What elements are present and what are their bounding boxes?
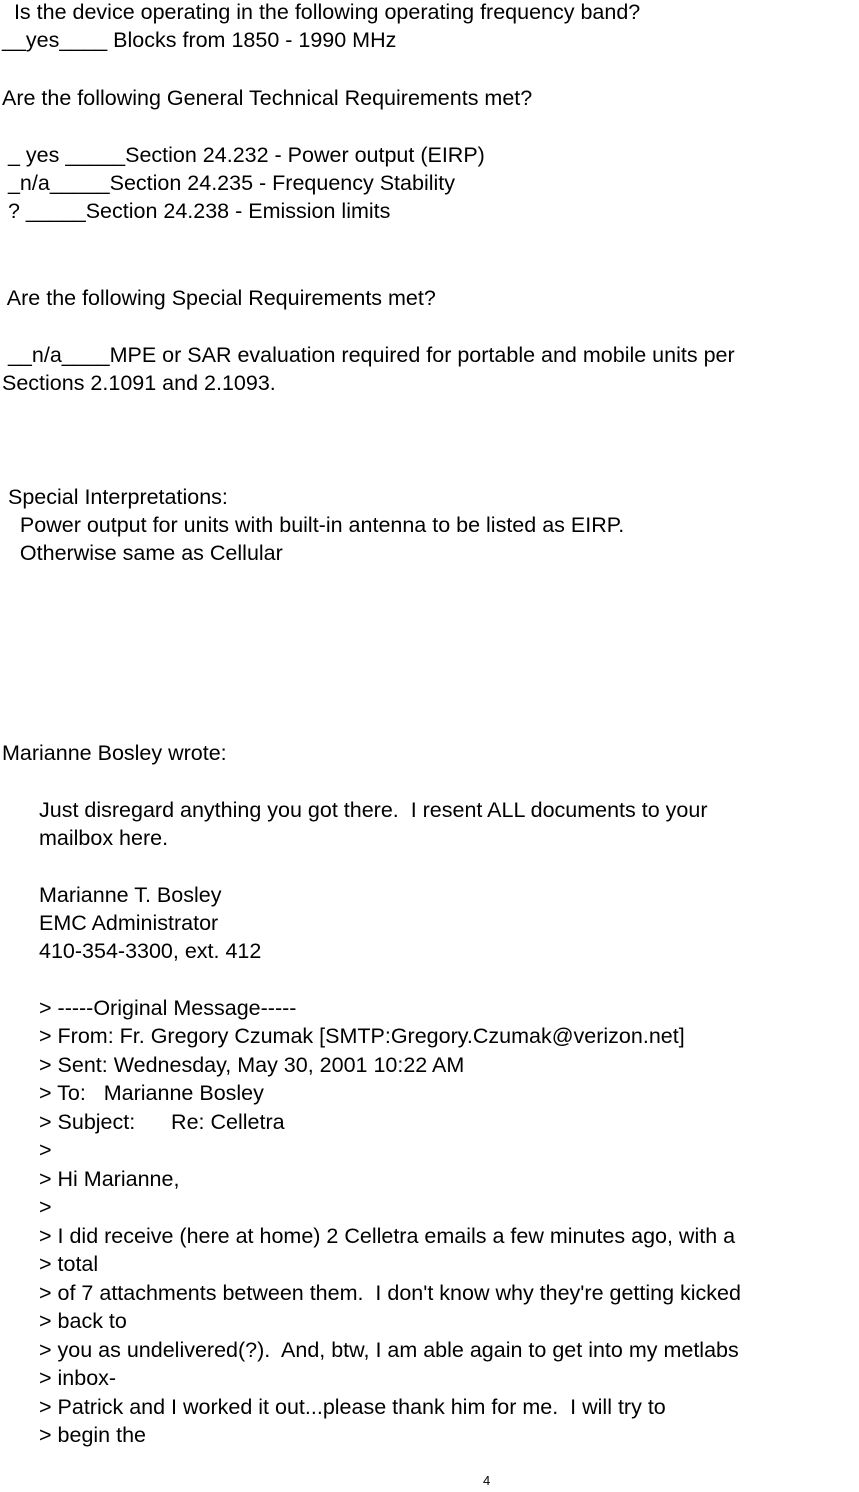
email-body-line1: Just disregard anything you got there. I resent ALL documents to your — [39, 798, 708, 822]
quoted-line: > -----Original Message----- — [39, 996, 297, 1020]
email-wrote-line: Marianne Bosley wrote: — [2, 741, 227, 765]
quoted-line: > inbox- — [39, 1366, 117, 1390]
special-interpretation-1: Power output for units with built-in antenna to be listed as EIRP. — [2, 513, 625, 537]
requirement-power-output: _ yes _____Section 24.232 - Power output (EIRP) — [2, 143, 485, 167]
requirement-mpe-sar-line2: Sections 2.1091 and 2.1093. — [2, 371, 276, 395]
quoted-line: > Patrick and I worked it out...please thank him for me. I will try to — [39, 1395, 666, 1419]
question-frequency-band: Is the device operating in the following operating frequency band? — [2, 0, 641, 24]
signature-name: Marianne T. Bosley — [39, 883, 222, 907]
email-body-line2: mailbox here. — [39, 826, 169, 850]
quoted-line: > To: Marianne Bosley — [39, 1081, 264, 1105]
quoted-line: > you as undelivered(?). And, btw, I am able again to get into my metlabs — [39, 1338, 739, 1362]
answer-frequency-band: __yes____ Blocks from 1850 - 1990 MHz — [2, 28, 397, 52]
requirement-emission-limits: ? _____Section 24.238 - Emission limits — [2, 199, 391, 223]
quoted-line: > back to — [39, 1309, 127, 1333]
quoted-line: > of 7 attachments between them. I don't know why they're getting kicked — [39, 1281, 741, 1305]
signature-title: EMC Administrator — [39, 911, 219, 935]
question-special-requirements: Are the following Special Requirements met? — [2, 286, 436, 310]
quoted-line: > I did receive (here at home) 2 Celletra emails a few minutes ago, with a — [39, 1224, 736, 1248]
special-interpretation-2: Otherwise same as Cellular — [2, 541, 283, 565]
quoted-line: > Subject: Re: Celletra — [39, 1110, 285, 1134]
quoted-line: > begin the — [39, 1423, 146, 1447]
quoted-line: > Sent: Wednesday, May 30, 2001 10:22 AM — [39, 1053, 465, 1077]
quoted-line: > — [39, 1195, 52, 1219]
quoted-line: > From: Fr. Gregory Czumak [SMTP:Gregory.Czumak@verizon.net] — [39, 1024, 685, 1048]
quoted-line: > — [39, 1138, 52, 1162]
requirement-mpe-sar-line1: __n/a____MPE or SAR evaluation required for portable and mobile units per — [2, 343, 735, 367]
page-number: 4 — [483, 1473, 491, 1488]
requirement-frequency-stability: _n/a_____Section 24.235 - Frequency Stability — [2, 171, 455, 195]
special-interpretations-title: Special Interpretations: — [2, 485, 228, 509]
signature-phone: 410-354-3300, ext. 412 — [39, 939, 262, 963]
question-general-requirements: Are the following General Technical Requirements met? — [2, 86, 533, 110]
quoted-line: > total — [39, 1252, 99, 1276]
quoted-line: > Hi Marianne, — [39, 1167, 180, 1191]
